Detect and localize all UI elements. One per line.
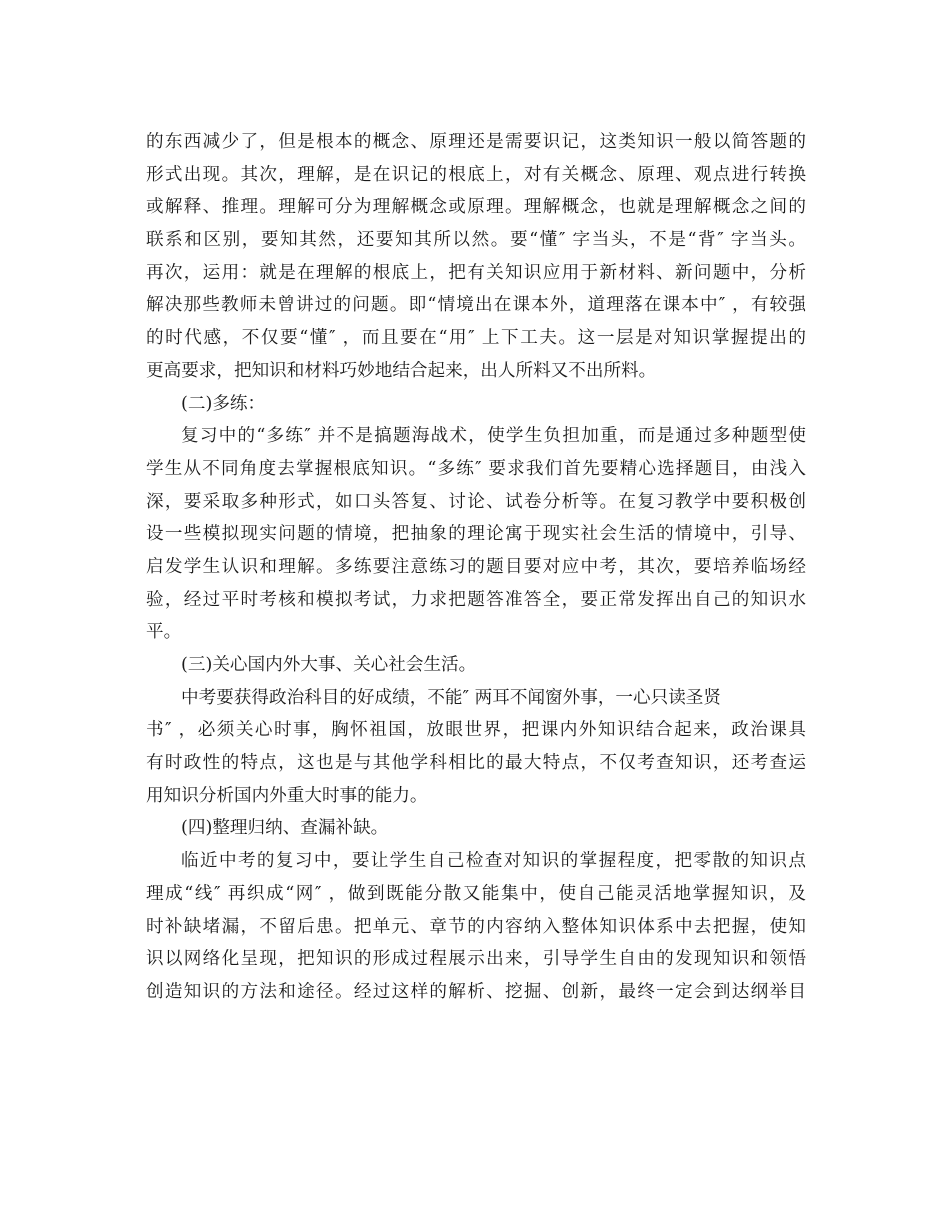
text-line: 识以网络化呈现，把知识的形成过程展示出来，引导学生自由的发现知识和领悟: [146, 949, 806, 970]
text-line: 或解释、推理。理解可分为理解概念或原理。理解概念，也就是理解概念之间的: [146, 197, 806, 218]
text-line: 创造知识的方法和途径。经过这样的解析、挖掘、创新，最终一定会到达纲举目: [146, 981, 806, 1002]
text-line: 时补缺堵漏，不留后患。把单元、章节的内容纳入整体知识体系中去把握，使知: [146, 916, 806, 937]
text-line: 复习中的“多练″ 并不是搞题海战术，使学生负担加重，而是通过多种题型使: [181, 426, 806, 447]
text-line: 有时政性的特点，这也是与其他学科相比的最大特点，不仅考查知识，还考查运: [146, 753, 806, 774]
text-line: 解决那些教师未曾讲过的问题。即“情境出在课本外，道理落在课本中″ ，有较强: [146, 295, 806, 316]
text-line: 再次，运用：就是在理解的根底上，把有关知识应用于新材料、新问题中，分析: [146, 262, 806, 283]
text-line: 学生从不同角度去掌握根底知识。“多练″ 要求我们首先要精心选择题目，由浅入: [146, 458, 806, 479]
text-line: (二)多练：: [181, 393, 266, 414]
text-line: 形式出现。其次，理解，是在识记的根底上，对有关概念、原理、观点进行转换: [146, 164, 806, 185]
text-line: 验，经过平时考核和模拟考试，力求把题答准答全，要正常发挥出自己的知识水: [146, 589, 806, 610]
text-line: (三)关心国内外大事、关心社会生活。: [181, 655, 477, 675]
text-line: 中考要获得政治科目的好成绩，不能″ 两耳不闻窗外事，一心只读圣贤: [181, 687, 721, 708]
text-line: 联系和区别，要知其然，还要知其所以然。要“懂″ 字当头，不是“背″ 字当头。: [146, 230, 806, 251]
text-line: 理成“线″ 再织成“网″ ，做到既能分散又能集中，使自己能灵活地掌握知识，及: [146, 883, 806, 904]
text-line: (四)整理归纳、查漏补缺。: [181, 818, 389, 839]
text-line: 更高要求，把知识和材料巧妙地结合起来，出人所料又不出所料。: [146, 360, 657, 381]
text-line: 用知识分析国内外重大时事的能力。: [146, 785, 428, 806]
text-line: 设一些模拟现实问题的情境，把抽象的理论寓于现实社会生活的情境中，引导、: [146, 524, 806, 545]
text-line: 的时代感，不仅要“懂″ ，而且要在“用″ 上下工夫。这一层是对知识掌握提出的: [146, 328, 806, 349]
text-line: 的东西减少了，但是根本的概念、原理还是需要识记，这类知识一般以简答题的: [146, 132, 806, 152]
document-body: [146, 126, 806, 1009]
text-line: 临近中考的复习中，要让学生自己检查对知识的掌握程度，把零散的知识点: [181, 851, 806, 872]
text-line: 书″ ，必须关心时事，胸怀祖国，放眼世界，把课内外知识结合起来，政治课具: [146, 720, 806, 741]
text-line: 平。: [146, 622, 182, 643]
text-line: 启发学生认识和理解。多练要注意练习的题目要对应中考，其次，要培养临场经: [146, 556, 806, 577]
text-line: 深，要采取多种形式，如口头答复、讨论、试卷分析等。在复习教学中要积极创: [146, 491, 806, 512]
